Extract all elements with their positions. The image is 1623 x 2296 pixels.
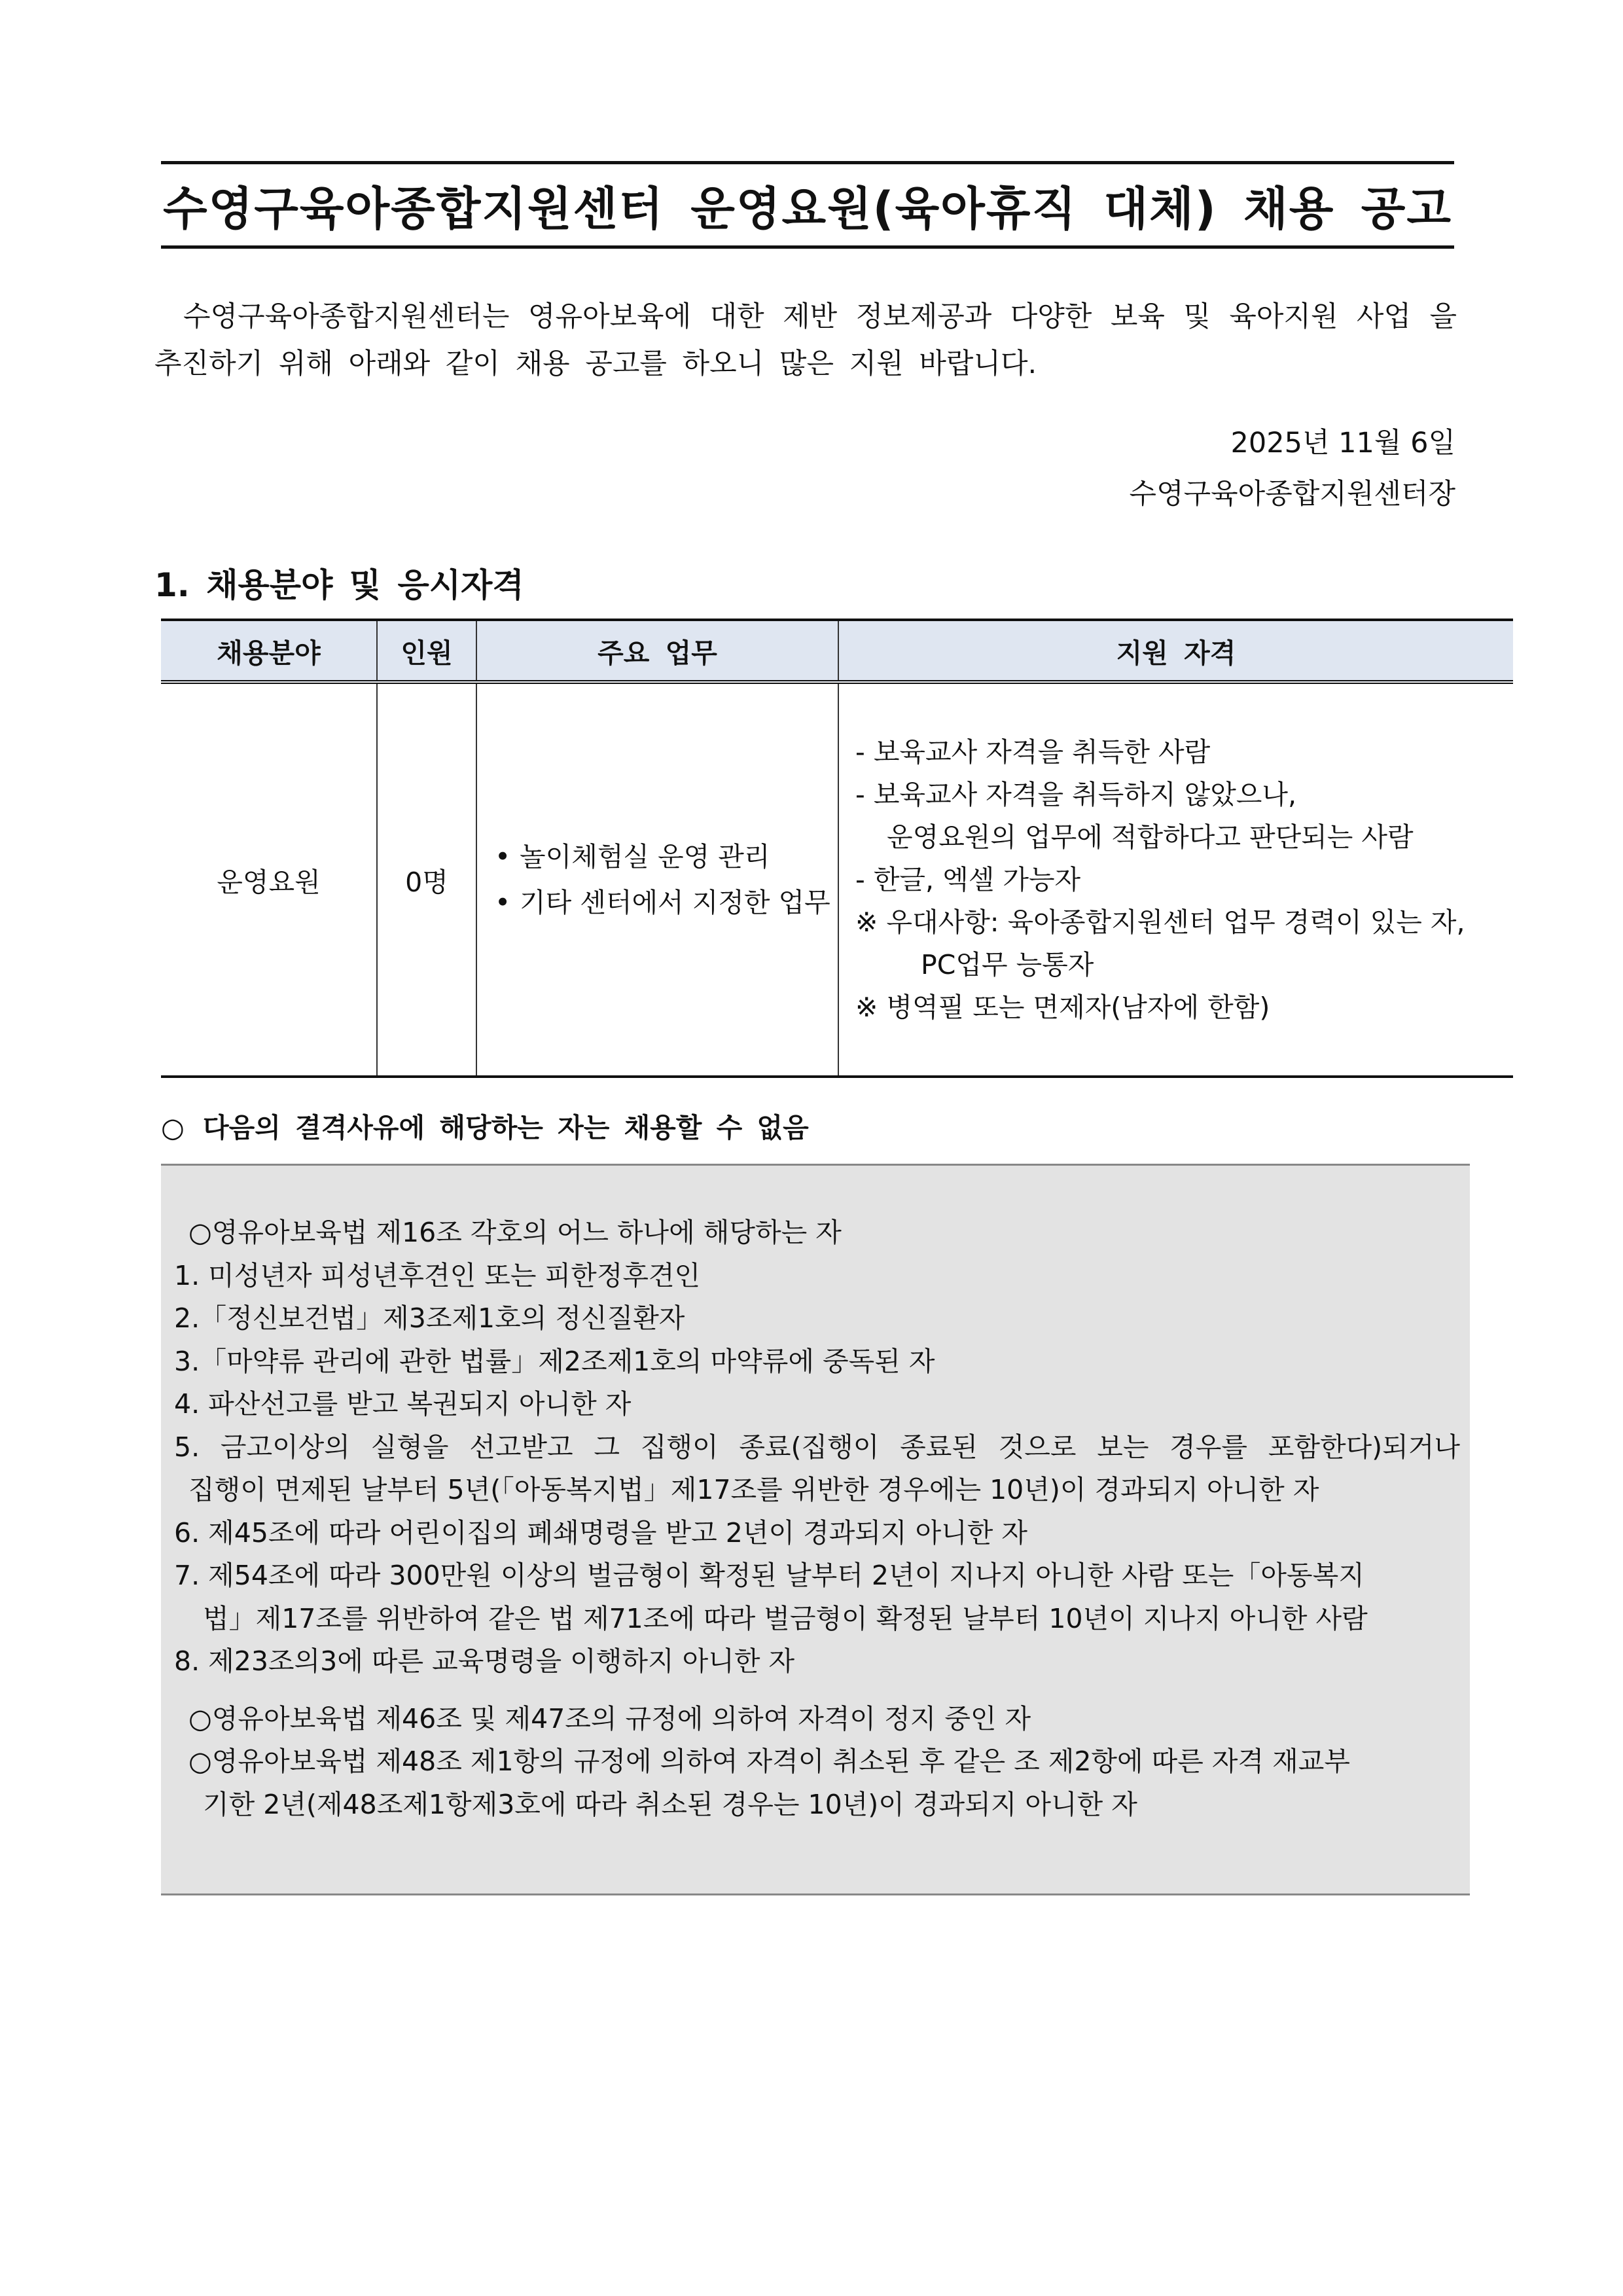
- circle-bullet-icon: ○: [161, 1112, 185, 1143]
- list-item: 3.「마약류 관리에 관한 법률」제2조제1호의 마약류에 중독된 자: [174, 1345, 935, 1377]
- list-item: 2.「정신보건법」제3조제1호의 정신질환자: [174, 1302, 685, 1334]
- list-item: - 보육교사 자격을 취득하지 않았으나,: [855, 778, 1297, 810]
- intro-paragraph: [154, 293, 1457, 387]
- disqualification-list: [174, 1211, 1460, 1826]
- list-item: • 놀이체험실 운영 관리: [495, 834, 837, 880]
- list-item: • 기타 센터에서 지정한 업무: [495, 880, 837, 925]
- disqualification-heading-text: 다음의 결격사유에 해당하는 자는 채용할 수 없음: [203, 1112, 809, 1143]
- issuer-name: 수영구육아종합지원센터장: [1129, 478, 1455, 511]
- date-block: [1130, 418, 1455, 520]
- list-item: 1. 미성년자 피성년후견인 또는 피한정후견인: [174, 1259, 701, 1291]
- header-duties: 주요 업무: [476, 620, 838, 682]
- bullet-icon: •: [495, 887, 511, 918]
- list-item: ○영유아보육법 제48조 제1항의 규정에 의하여 자격이 취소된 후 같은 조 제2항에 따른 자격 재교부: [188, 1746, 1350, 1777]
- list-item: 7. 제54조에 따라 300만원 이상의 벌금형이 확정된 날부터 2년이 지나지 아니한 사람 또는「아동복지: [174, 1560, 1364, 1591]
- title-block: [161, 161, 1454, 249]
- bullet-icon: •: [495, 841, 511, 872]
- intro-line-1: 수영구육아종합지원센터는 영유아보육에 대한 제반 정보제공과 다양한 보육 및 육아지원 사업: [183, 300, 1412, 333]
- list-item: PC업무 능통자: [921, 948, 1094, 980]
- announcement-date: 2025년 11월 6일: [1230, 427, 1455, 459]
- header-field: 채용분야: [161, 620, 377, 682]
- table-header-row: [161, 620, 1513, 682]
- header-count: 인원: [377, 620, 476, 682]
- intro-line-2: 을 추진하기 위해 아래와 같이 채용 공고를 하오니 많은 지원 바랍니다.: [154, 300, 1457, 380]
- list-item: ○영유아보육법 제16조 각호의 어느 하나에 해당하는 자: [188, 1217, 842, 1248]
- list-item: ※ 우대사항: 육아종합지원센터 업무 경력이 있는 자,: [855, 906, 1465, 938]
- cell-count: 0명: [377, 682, 476, 1077]
- section-heading-recruitment: 1. 채용분야 및 응시자격: [154, 566, 524, 604]
- list-item: ○영유아보육법 제46조 및 제47조의 규정에 의하여 자격이 정지 중인 자: [188, 1702, 1031, 1734]
- list-item: 기한 2년(제48조제1항제3호에 따라 취소된 경우는 10년)이 경과되지 아니한 자: [203, 1788, 1137, 1820]
- list-item: - 보육교사 자격을 취득한 사람: [855, 736, 1211, 768]
- disqualification-box: [161, 1164, 1470, 1895]
- document-title: 수영구육아종합지원센터 운영요원(육아휴직 대체) 채용 공고: [163, 181, 1452, 236]
- qualifications-list: [840, 731, 1512, 1029]
- list-item: 5. 금고이상의 실형을 선고받고 그 집행이 종료(집행이 종료된 것으로 보는 경우를 포함한다)되거나: [174, 1431, 1460, 1463]
- list-item: 집행이 면제된 날부터 5년(「아동복지법」제17조를 위반한 경우에는 10년)이 경과되지 아니한 자: [188, 1474, 1319, 1505]
- cell-duties: [476, 682, 838, 1077]
- list-item: 법」제17조를 위반하여 같은 법 제71조에 따라 벌금형이 확정된 날부터 10년이 지나지 아니한 사람: [203, 1602, 1368, 1634]
- header-qualifications: 지원 자격: [838, 620, 1513, 682]
- cell-qualifications: [838, 682, 1513, 1077]
- list-item: 4. 파산선고를 받고 복권되지 아니한 자: [174, 1388, 632, 1420]
- list-item: 6. 제45조에 따라 어린이집의 폐쇄명령을 받고 2년이 경과되지 아니한 자: [174, 1516, 1028, 1549]
- list-item: 8. 제23조의3에 따른 교육명령을 이행하지 아니한 자: [174, 1645, 795, 1677]
- list-item: 운영요원의 업무에 적합하다고 판단되는 사람: [887, 821, 1414, 853]
- list-item: - 한글, 엑셀 가능자: [855, 863, 1081, 895]
- list-item: ※ 병역필 또는 면제자(남자에 한함): [855, 991, 1270, 1023]
- table-row: [161, 682, 1513, 1077]
- disqualification-heading: [161, 1106, 809, 1145]
- duties-list: [478, 834, 837, 925]
- recruitment-table: [161, 619, 1513, 1078]
- cell-field: 운영요원: [161, 682, 377, 1077]
